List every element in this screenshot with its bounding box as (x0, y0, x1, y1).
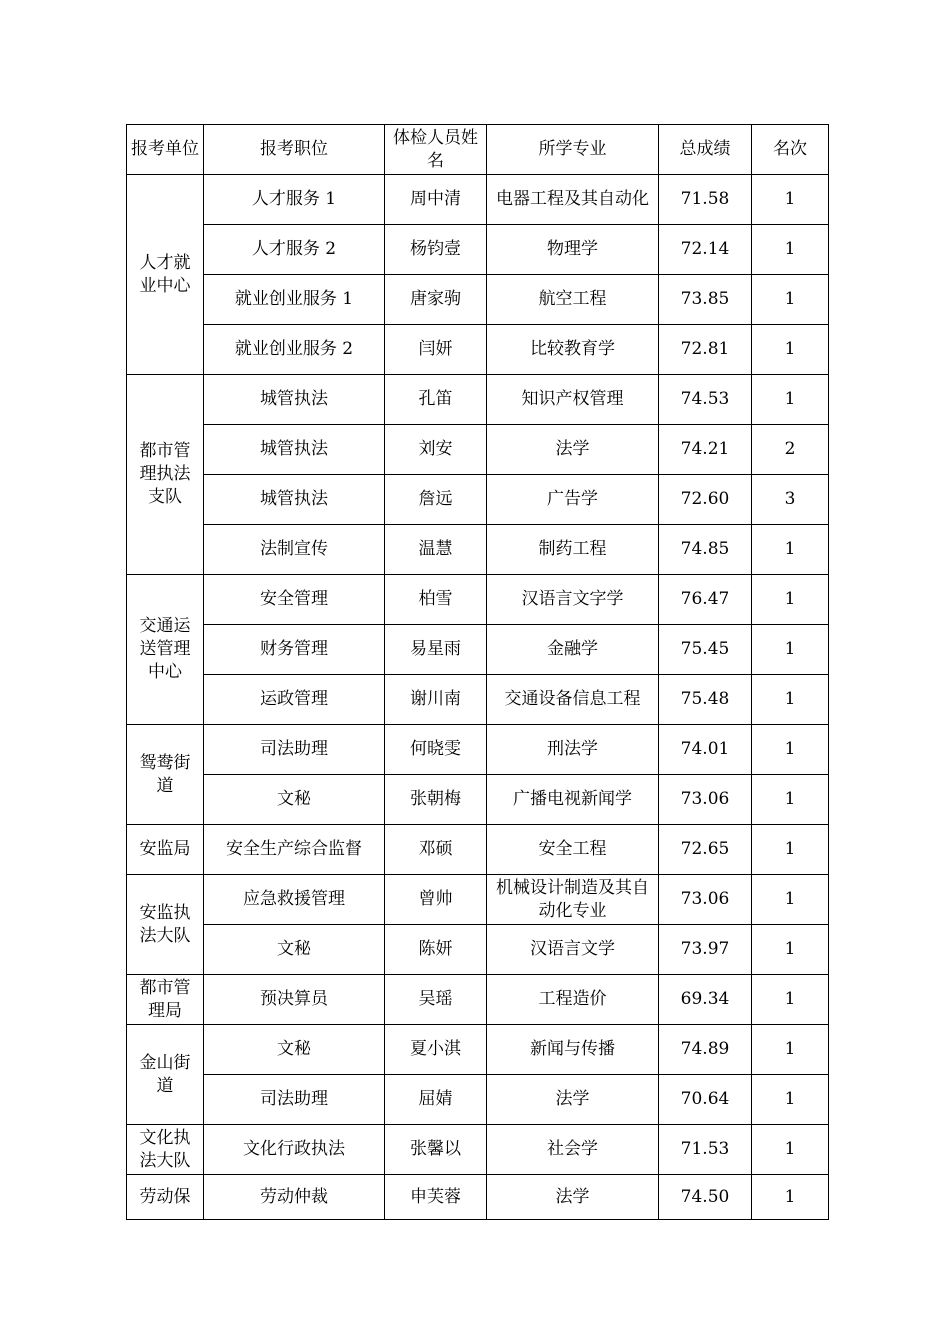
cell-rank: 1 (752, 975, 829, 1025)
cell-position: 司法助理 (204, 725, 385, 775)
cell-rank: 3 (752, 475, 829, 525)
cell-major: 比较教育学 (487, 325, 659, 375)
cell-rank: 1 (752, 1075, 829, 1125)
cell-name: 夏小淇 (385, 1025, 487, 1075)
cell-position: 运政管理 (204, 675, 385, 725)
cell-major: 汉语言文学 (487, 925, 659, 975)
cell-name: 唐家驹 (385, 275, 487, 325)
cell-score: 74.85 (659, 525, 752, 575)
cell-name: 詹远 (385, 475, 487, 525)
cell-major: 制药工程 (487, 525, 659, 575)
cell-position: 司法助理 (204, 1075, 385, 1125)
header-position: 报考职位 (204, 125, 385, 175)
cell-position: 城管执法 (204, 375, 385, 425)
cell-rank: 1 (752, 525, 829, 575)
cell-position: 法制宣传 (204, 525, 385, 575)
table-row (127, 575, 829, 625)
cell-unit: 都市管理局 (127, 975, 204, 1025)
cell-major: 知识产权管理 (487, 375, 659, 425)
cell-name: 柏雪 (385, 575, 487, 625)
table-row (127, 225, 829, 275)
table-row (127, 725, 829, 775)
cell-rank: 1 (752, 375, 829, 425)
table-row (127, 475, 829, 525)
header-score: 总成绩 (659, 125, 752, 175)
cell-major: 法学 (487, 425, 659, 475)
cell-major: 金融学 (487, 625, 659, 675)
cell-rank: 1 (752, 625, 829, 675)
cell-major: 航空工程 (487, 275, 659, 325)
cell-position: 人才服务 2 (204, 225, 385, 275)
table-row (127, 275, 829, 325)
table-row (127, 875, 829, 925)
cell-position: 财务管理 (204, 625, 385, 675)
table-row (127, 675, 829, 725)
cell-position: 安全管理 (204, 575, 385, 625)
cell-rank: 1 (752, 1125, 829, 1175)
cell-score: 72.14 (659, 225, 752, 275)
table-row (127, 525, 829, 575)
table-header-row (127, 125, 829, 175)
cell-score: 74.21 (659, 425, 752, 475)
cell-name: 陈妍 (385, 925, 487, 975)
cell-major: 安全工程 (487, 825, 659, 875)
table-row (127, 1025, 829, 1075)
cell-name: 吴瑶 (385, 975, 487, 1025)
cell-unit: 劳动保 (127, 1175, 204, 1220)
cell-rank: 1 (752, 775, 829, 825)
cell-rank: 1 (752, 875, 829, 925)
cell-unit: 交通运送管理中心 (127, 575, 204, 725)
cell-score: 75.45 (659, 625, 752, 675)
header-unit: 报考单位 (127, 125, 204, 175)
cell-rank: 1 (752, 325, 829, 375)
cell-score: 70.64 (659, 1075, 752, 1125)
cell-name: 易星雨 (385, 625, 487, 675)
cell-rank: 1 (752, 1175, 829, 1220)
cell-major: 电器工程及其自动化 (487, 175, 659, 225)
cell-position: 人才服务 1 (204, 175, 385, 225)
cell-rank: 1 (752, 925, 829, 975)
cell-score: 76.47 (659, 575, 752, 625)
cell-rank: 1 (752, 275, 829, 325)
cell-name: 屈婧 (385, 1075, 487, 1125)
cell-major: 新闻与传播 (487, 1025, 659, 1075)
table-row (127, 375, 829, 425)
cell-rank: 1 (752, 675, 829, 725)
cell-unit: 人才就业中心 (127, 175, 204, 375)
cell-score: 69.34 (659, 975, 752, 1025)
cell-position: 安全生产综合监督 (204, 825, 385, 875)
cell-rank: 1 (752, 575, 829, 625)
table-row (127, 425, 829, 475)
cell-score: 71.58 (659, 175, 752, 225)
cell-score: 72.60 (659, 475, 752, 525)
cell-name: 孔笛 (385, 375, 487, 425)
table-row (127, 325, 829, 375)
cell-score: 74.53 (659, 375, 752, 425)
cell-major: 法学 (487, 1075, 659, 1125)
cell-major: 工程造价 (487, 975, 659, 1025)
cell-rank: 1 (752, 825, 829, 875)
cell-position: 城管执法 (204, 425, 385, 475)
cell-score: 71.53 (659, 1125, 752, 1175)
exam-results-table (126, 124, 829, 1220)
cell-name: 闫妍 (385, 325, 487, 375)
cell-name: 刘安 (385, 425, 487, 475)
table-row (127, 1175, 829, 1220)
cell-unit: 都市管理执法支队 (127, 375, 204, 575)
cell-score: 73.85 (659, 275, 752, 325)
cell-unit: 安监局 (127, 825, 204, 875)
cell-score: 73.97 (659, 925, 752, 975)
cell-unit: 鸳鸯街道 (127, 725, 204, 825)
cell-name: 张馨以 (385, 1125, 487, 1175)
cell-position: 劳动仲裁 (204, 1175, 385, 1220)
cell-major: 广播电视新闻学 (487, 775, 659, 825)
cell-name: 申芙蓉 (385, 1175, 487, 1220)
cell-position: 城管执法 (204, 475, 385, 525)
table-row (127, 925, 829, 975)
cell-score: 74.01 (659, 725, 752, 775)
cell-major: 广告学 (487, 475, 659, 525)
cell-major: 交通设备信息工程 (487, 675, 659, 725)
cell-rank: 2 (752, 425, 829, 475)
cell-score: 73.06 (659, 875, 752, 925)
cell-name: 邓硕 (385, 825, 487, 875)
cell-position: 应急救援管理 (204, 875, 385, 925)
cell-name: 谢川南 (385, 675, 487, 725)
cell-score: 72.65 (659, 825, 752, 875)
header-rank: 名次 (752, 125, 829, 175)
cell-unit: 安监执法大队 (127, 875, 204, 975)
cell-score: 75.48 (659, 675, 752, 725)
cell-score: 72.81 (659, 325, 752, 375)
table-row (127, 775, 829, 825)
cell-name: 温慧 (385, 525, 487, 575)
cell-unit: 金山街道 (127, 1025, 204, 1125)
cell-major: 法学 (487, 1175, 659, 1220)
cell-position: 文秘 (204, 775, 385, 825)
cell-major: 社会学 (487, 1125, 659, 1175)
header-major: 所学专业 (487, 125, 659, 175)
table-row (127, 625, 829, 675)
cell-position: 文秘 (204, 1025, 385, 1075)
cell-rank: 1 (752, 1025, 829, 1075)
cell-score: 73.06 (659, 775, 752, 825)
cell-rank: 1 (752, 175, 829, 225)
cell-position: 就业创业服务 1 (204, 275, 385, 325)
table-row (127, 825, 829, 875)
cell-name: 何晓雯 (385, 725, 487, 775)
table-body (127, 175, 829, 1220)
cell-score: 74.50 (659, 1175, 752, 1220)
cell-name: 杨钧壹 (385, 225, 487, 275)
cell-rank: 1 (752, 225, 829, 275)
cell-major: 汉语言文字学 (487, 575, 659, 625)
cell-major: 机械设计制造及其自动化专业 (487, 875, 659, 925)
cell-rank: 1 (752, 725, 829, 775)
cell-score: 74.89 (659, 1025, 752, 1075)
table-row (127, 175, 829, 225)
table-row (127, 1075, 829, 1125)
table-row (127, 975, 829, 1025)
cell-major: 物理学 (487, 225, 659, 275)
cell-unit: 文化执法大队 (127, 1125, 204, 1175)
cell-position: 文秘 (204, 925, 385, 975)
cell-name: 周中清 (385, 175, 487, 225)
cell-name: 张朝梅 (385, 775, 487, 825)
header-name: 体检人员姓名 (385, 125, 487, 175)
cell-position: 就业创业服务 2 (204, 325, 385, 375)
cell-major: 刑法学 (487, 725, 659, 775)
cell-position: 文化行政执法 (204, 1125, 385, 1175)
cell-name: 曾帅 (385, 875, 487, 925)
table-row (127, 1125, 829, 1175)
cell-position: 预决算员 (204, 975, 385, 1025)
